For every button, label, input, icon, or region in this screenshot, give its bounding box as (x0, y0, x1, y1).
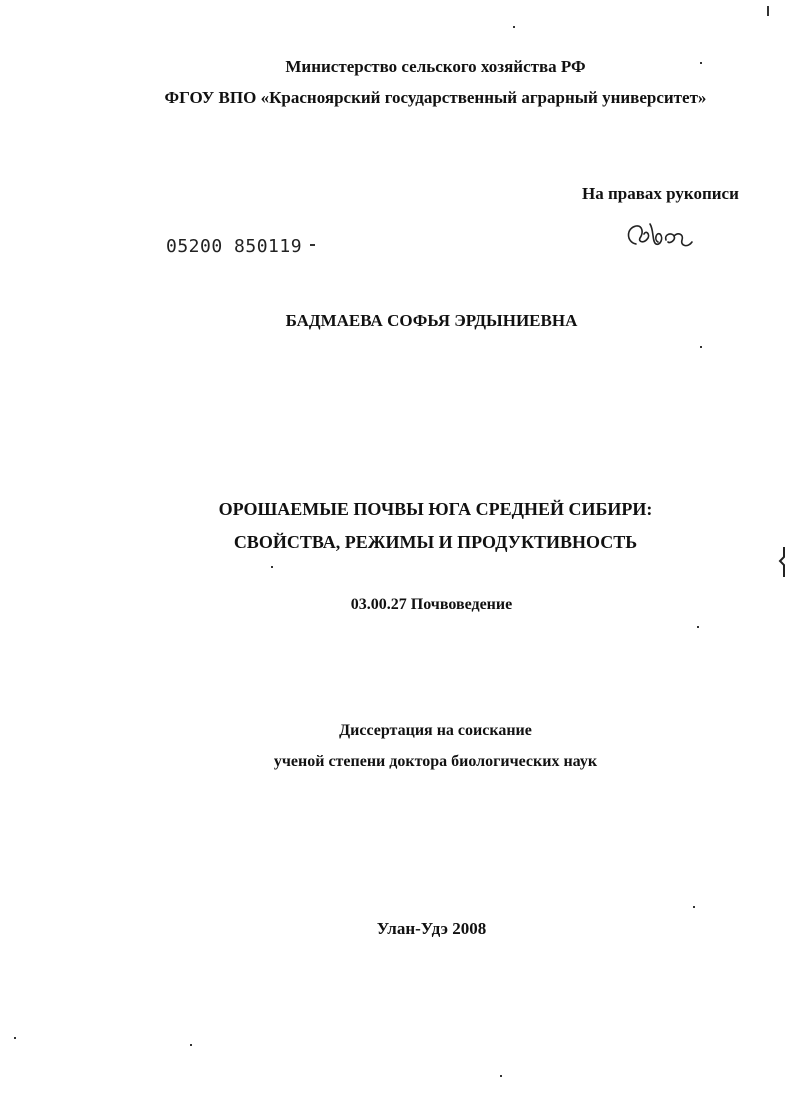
scan-speck (271, 566, 273, 568)
university-heading: ФГОУ ВПО «Красноярский государственный аграрный университет» (164, 88, 707, 107)
scan-speck (697, 626, 699, 628)
scan-speck (700, 346, 702, 348)
margin-mark (776, 545, 790, 584)
degree-statement-line-2: ученой степени доктора биологических наук (273, 753, 598, 770)
author-name: БАДМАЕВА СОФЬЯ ЭРДЫНИЕВНА (285, 311, 578, 330)
archive-number: 05200 850119 (166, 236, 303, 257)
scan-speck (700, 62, 702, 64)
scan-speck (500, 1075, 502, 1077)
scan-speck (310, 244, 315, 246)
scan-speck (14, 1037, 16, 1039)
scan-speck (767, 6, 769, 16)
rights-note: На правах рукописи (582, 184, 739, 203)
city-year: Улан-Удэ 2008 (376, 919, 487, 938)
specialty-code: 03.00.27 Почвоведение (350, 596, 513, 613)
dissertation-title-line-1: ОРОШАЕМЫЕ ПОЧВЫ ЮГА СРЕДНЕЙ СИБИРИ: (218, 499, 653, 519)
scan-speck (693, 906, 695, 908)
ministry-heading: Министерство сельского хозяйства РФ (285, 57, 586, 76)
scan-speck (513, 26, 515, 28)
scan-speck (190, 1044, 192, 1046)
dissertation-title-line-2: СВОЙСТВА, РЕЖИМЫ И ПРОДУКТИВНОСТЬ (233, 532, 638, 552)
handwritten-signature (622, 218, 702, 263)
degree-statement-line-1: Диссертация на соискание (339, 722, 532, 739)
